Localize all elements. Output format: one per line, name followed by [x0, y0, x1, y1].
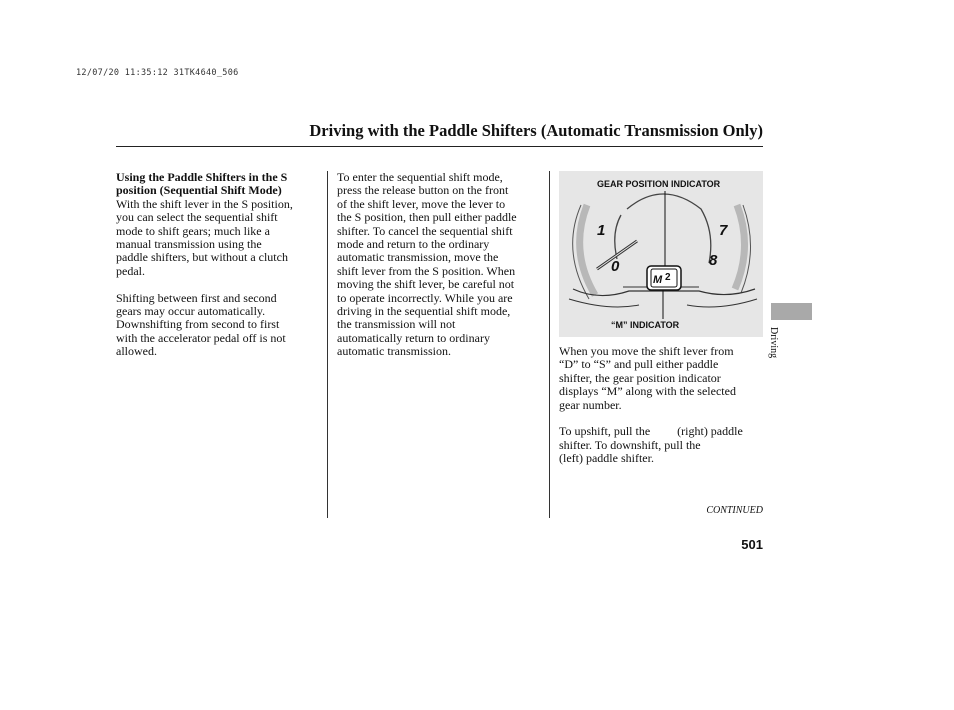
body-line: allowed. — [116, 344, 157, 359]
body-line: manual transmission using the — [116, 237, 262, 252]
body-line: the S position, then pull either paddle — [337, 210, 517, 225]
body-line: mode to shift gears; much like a — [116, 223, 270, 238]
m-indicator-label: “M” INDICATOR — [611, 320, 680, 330]
body-line: gears may occur automatically. — [116, 304, 266, 319]
dial-number-0: 0 — [611, 258, 620, 275]
indicator-letter: M — [653, 274, 663, 286]
body-line: shifter. To downshift, pull the — [559, 437, 701, 452]
body-line: the transmission will not — [337, 317, 456, 332]
body-line: To enter the sequential shift mode, — [337, 170, 503, 184]
body-line: pedal. — [116, 263, 145, 278]
section-heading-line-2: position (Sequential Shift Mode) — [116, 183, 282, 198]
continued-note: CONTINUED — [706, 505, 763, 516]
body-line: Shifting between first and second — [116, 290, 277, 305]
dial-number-8: 8 — [709, 252, 718, 269]
body-line: automatic transmission. — [337, 344, 451, 359]
body-line: gear number. — [559, 397, 622, 412]
body-line: you can select the sequential shift — [116, 210, 278, 225]
body-line: shifter. To cancel the sequential shift — [337, 223, 513, 238]
body-line: to operate incorrectly. While you are — [337, 290, 513, 305]
page-title: Driving with the Paddle Shifters (Automatic Transmission Only) — [309, 121, 763, 140]
body-line: automatically return to ordinary — [337, 330, 490, 345]
print-stamp: 12/07/20 11:35:12 31TK4640_506 — [76, 68, 239, 78]
body-line: of the shift lever, move the lever to — [337, 196, 506, 211]
body-line: automatic transmission, move the — [337, 250, 499, 265]
body-line: When you move the shift lever from — [559, 344, 734, 358]
body-line: paddle shifters, but without a clutch — [116, 250, 288, 265]
body-line: driving in the sequential shift mode, — [337, 304, 511, 319]
column-2 — [337, 171, 542, 359]
column-3 — [559, 345, 764, 466]
title-rule — [116, 146, 763, 147]
indicator-digit: 2 — [665, 272, 671, 283]
body-line: press the release button on the front — [337, 183, 509, 198]
gauge-illustration — [559, 171, 763, 337]
dial-number-7: 7 — [719, 222, 728, 239]
body-line: To upshift, pull the (right) paddle — [559, 424, 743, 439]
page-number: 501 — [741, 537, 763, 552]
body-line: shifter, the gear position indicator — [559, 370, 721, 385]
body-line: with the accelerator pedal off is not — [116, 330, 286, 345]
side-section-label: Driving — [768, 327, 779, 359]
body-line: “D” to “S” and pull either paddle — [559, 357, 719, 372]
section-heading-line-1: Using the Paddle Shifters in the S — [116, 170, 288, 184]
column-1 — [116, 171, 321, 359]
column-divider-2 — [549, 171, 550, 518]
gear-position-indicator-label: GEAR POSITION INDICATOR — [597, 179, 721, 189]
body-line: With the shift lever in the S position, — [116, 196, 293, 211]
body-line: shift lever from the S position. When — [337, 263, 516, 278]
gear-indicator-figure — [559, 171, 763, 337]
body-line: mode and return to the ordinary — [337, 237, 490, 252]
body-line: moving the shift lever, be careful not — [337, 277, 515, 292]
section-tab — [771, 303, 812, 320]
body-line: (left) paddle shifter. — [559, 451, 654, 466]
dial-number-1: 1 — [597, 222, 606, 239]
body-line: Downshifting from second to first — [116, 317, 280, 332]
body-line: displays “M” along with the selected — [559, 384, 736, 399]
column-divider-1 — [327, 171, 328, 518]
